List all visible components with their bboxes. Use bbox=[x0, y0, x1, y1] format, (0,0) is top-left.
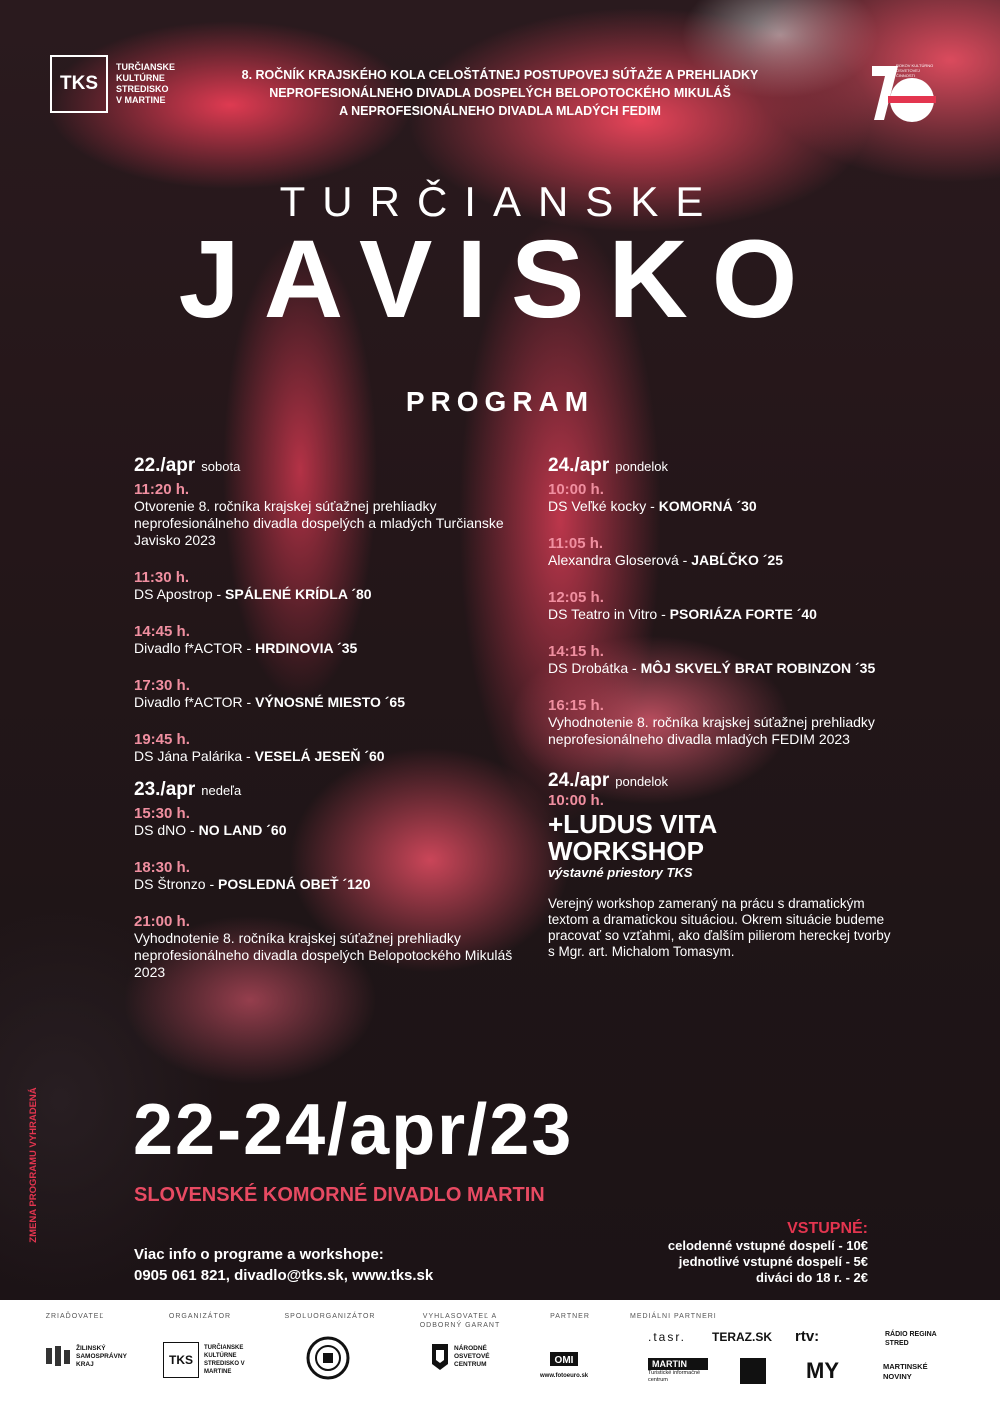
event-text: DS Štronzo - POSLEDNÁ OBEŤ ´120 bbox=[134, 876, 371, 892]
svg-text:OMI: OMI bbox=[554, 1355, 574, 1366]
day-heading: 22./apr sobota bbox=[134, 455, 241, 476]
tickets-heading: VSTUPNÉ: bbox=[787, 1220, 868, 1237]
event-time: 11:30 h. bbox=[134, 569, 190, 586]
zsk-logo: ŽILINSKÝ SAMOSPRÁVNY KRAJ bbox=[44, 1344, 116, 1370]
tvt-logo bbox=[740, 1358, 766, 1384]
event-item bbox=[134, 677, 524, 711]
event-item bbox=[134, 731, 524, 765]
workshop-block bbox=[548, 770, 898, 960]
event-item bbox=[134, 481, 524, 549]
event-item bbox=[134, 805, 524, 839]
event-item bbox=[548, 481, 898, 515]
event-text: Vyhodnotenie 8. ročníka krajskej súťažnej prehliadky neprofesionálneho divadla dospelých Belopotockého Mikuláš 2023 bbox=[134, 930, 513, 980]
partners-strip bbox=[0, 1300, 1000, 1406]
tks-partner-logo: TKS TURČIANSKE KULTÚRNE STREDISKO V MARTINE bbox=[163, 1342, 264, 1378]
event-item bbox=[134, 859, 524, 893]
ticket-line: jednotlivé vstupné dospelí - 5€ bbox=[678, 1254, 868, 1269]
martin-tic-logo: MARTIN Turistické informačné centrum bbox=[648, 1358, 710, 1384]
day-heading: 24./apr pondelok bbox=[548, 455, 669, 476]
event-item bbox=[134, 569, 524, 603]
workshop-title: +LUDUS VITA WORKSHOP bbox=[548, 809, 718, 866]
label-spoluorganizator: SPOLUORGANIZÁTOR bbox=[284, 1313, 376, 1320]
seventy-years-logo: ROKOV KULTÚRNO OSVETOVEJ ČINNOSTI bbox=[868, 60, 936, 126]
noc-logo: NÁRODNÉ OSVETOVÉ CENTRUM bbox=[430, 1342, 504, 1372]
label-zriadovatel: ZRIAĎOVATEĽ bbox=[45, 1313, 105, 1320]
label-organizator: ORGANIZÁTOR bbox=[168, 1313, 232, 1320]
event-time: 15:30 h. bbox=[134, 805, 190, 822]
event-text: DS Drobátka - MÔJ SKVELÝ BRAT ROBINZON ´35 bbox=[548, 660, 876, 676]
event-text: DS Jána Palárika - VESELÁ JESEŇ ´60 bbox=[134, 748, 385, 764]
contact-info: Viac info o programe a workshope: 0905 061 821, divadlo@tks.sk, www.tks.sk bbox=[134, 1246, 434, 1284]
workshop-place: výstavné priestory TKS bbox=[548, 865, 693, 880]
tks-logo-text: TURČIANSKE KULTÚRNE STREDISKO V MARTINE bbox=[116, 62, 176, 105]
right-column bbox=[548, 455, 898, 960]
ticket-line: diváci do 18 r. - 2€ bbox=[756, 1270, 868, 1285]
program-change-note: ZMENA PROGRAMU VYHRADENÁ bbox=[28, 1087, 39, 1243]
event-time: 19:45 h. bbox=[134, 731, 190, 748]
event-text: Vyhodnotenie 8. ročníka krajskej súťažnej prehliadky neprofesionálneho divadla mladých FEDIM 2023 bbox=[548, 714, 875, 747]
event-item bbox=[548, 535, 898, 569]
event-item bbox=[134, 623, 524, 657]
event-text: Divadlo f*ACTOR - HRDINOVIA ´35 bbox=[134, 640, 358, 656]
event-item bbox=[548, 697, 898, 748]
skd-logo bbox=[306, 1336, 350, 1385]
label-partner: PARTNER bbox=[550, 1313, 590, 1320]
skd-emblem-icon bbox=[306, 1336, 350, 1380]
event-time: 14:45 h. bbox=[134, 623, 190, 640]
event-text: Otvorenie 8. ročníka krajskej súťažnej prehliadky neprofesionálneho divadla dospelých a mladých Turčianske Javisko 2023 bbox=[134, 498, 504, 548]
event-item bbox=[134, 913, 524, 981]
radio-regina-logo: RÁDIO REGINA STRED bbox=[885, 1331, 937, 1347]
venue: SLOVENSKÉ KOMORNÉ DIVADLO MARTIN bbox=[134, 1184, 545, 1206]
fotoeuro-logo: OMI www.fotoeuro.sk bbox=[540, 1350, 588, 1379]
fotoeuro-emblem-icon bbox=[544, 1350, 584, 1368]
noc-emblem-icon bbox=[430, 1342, 450, 1372]
event-text: DS dNO - NO LAND ´60 bbox=[134, 822, 287, 838]
tasr-logo: .tasr. bbox=[648, 1330, 687, 1344]
event-time: 12:05 h. bbox=[548, 589, 604, 606]
tickets bbox=[668, 1220, 868, 1286]
my-logo: MY bbox=[806, 1358, 839, 1383]
ticket-line: celodenné vstupné dospelí - 10€ bbox=[667, 1238, 868, 1253]
event-text: Divadlo f*ACTOR - VÝNOSNÉ MIESTO ´65 bbox=[134, 694, 406, 710]
event-time: 21:00 h. bbox=[134, 913, 190, 930]
event-text: Alexandra Gloserová - JABĹČKO ´25 bbox=[548, 552, 783, 568]
event-text: DS Teatro in Vitro - PSORIÁZA FORTE ´40 bbox=[548, 606, 817, 622]
competition-header: 8. ROČNÍK KRAJSKÉHO KOLA CELOŠTÁTNEJ POSTUPOVEJ SÚŤAŽE A PREHLIADKY NEPROFESIONÁLNEHO DIVADLA DOSPELÝCH BELOPOTOCKÉHO MIKULÁŠ A NEPROFESIONÁLNEHO DIVADLA MLADÝCH FEDIM bbox=[241, 68, 759, 118]
event-time: 11:20 h. bbox=[134, 481, 190, 498]
label-vyhlasovatel: VYHLASOVATEĽ A ODBORNÝ GARANT bbox=[419, 1313, 501, 1329]
event-time: 17:30 h. bbox=[134, 677, 190, 694]
event-time: 10:00 h. bbox=[548, 792, 604, 809]
title-main: JAVISKO bbox=[178, 218, 822, 341]
zsk-emblem-icon bbox=[44, 1344, 72, 1370]
left-column bbox=[134, 455, 524, 1001]
tks-logo bbox=[50, 55, 175, 113]
event-time: 11:05 h. bbox=[548, 535, 604, 552]
martinske-noviny-logo: MARTINSKÉ NOVINY bbox=[883, 1362, 928, 1381]
title-top: TURČIANSKE bbox=[279, 178, 721, 225]
program-heading: PROGRAM bbox=[405, 386, 595, 417]
event-time: 14:15 h. bbox=[548, 643, 604, 660]
teraz-logo: TERAZ.SK bbox=[712, 1330, 772, 1344]
label-medialni: MEDIÁLNI PARTNERI bbox=[630, 1313, 717, 1320]
event-item bbox=[548, 643, 898, 677]
event-time: 10:00 h. bbox=[548, 481, 604, 498]
event-time: 18:30 h. bbox=[134, 859, 190, 876]
workshop-description: Verejný workshop zameraný na prácu s dramatickým textom a dramatickou situáciou. Okrem situácie budeme pracovať so vzťahmi, ako ďalším pilierom hereckej tvorby s Mgr. art. Michalom Tomasym. bbox=[548, 896, 891, 959]
event-text: DS Apostrop - SPÁLENÉ KRÍDLA ´80 bbox=[134, 586, 372, 602]
day-heading: 24./apr pondelok bbox=[548, 770, 669, 791]
rtv-logo: rtv: bbox=[795, 1328, 820, 1345]
tks-logo-mark: TKS bbox=[50, 55, 108, 113]
event-text: DS Veľké kocky - KOMORNÁ ´30 bbox=[548, 498, 757, 514]
day-heading: 23./apr nedeľa bbox=[134, 779, 242, 800]
event-time: 16:15 h. bbox=[548, 697, 604, 714]
event-item bbox=[548, 589, 898, 623]
festival-dates: 22-24/apr/23 bbox=[133, 1090, 574, 1170]
